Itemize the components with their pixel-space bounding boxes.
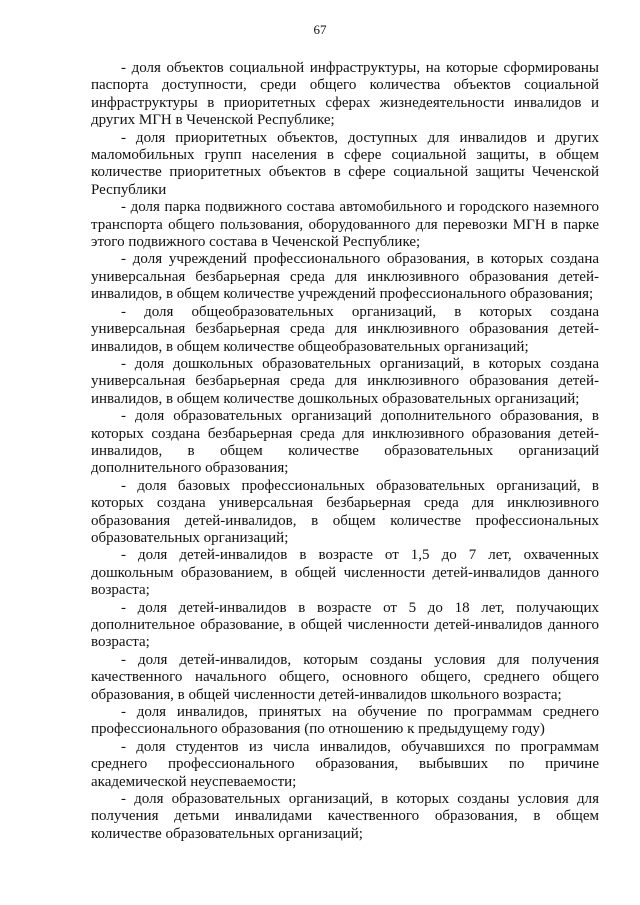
page-number: 67 xyxy=(313,22,327,37)
list-item: - доля детей-инвалидов, которым созданы условия для получения качественного начального общего, основного общего, среднего общего образования, в общей численности детей-инвалидов школьного возраста; xyxy=(91,651,599,703)
list-item: - доля детей-инвалидов в возрасте от 5 до 18 лет, получающих дополнительное образование, в общей численности детей-инвалидов данного возраста; xyxy=(91,599,599,651)
list-item: - доля инвалидов, принятых на обучение по программам среднего профессионального образования (по отношению к предыдущему году) xyxy=(91,704,599,738)
list-item: - доля дошкольных образовательных организаций, в которых создана универсальная безбарьерная среда для инклюзивного образования детей-инвалидов, в общем количестве дошкольных образовательных организаций; xyxy=(91,355,599,407)
list-item: - доля образовательных организаций дополнительного образования, в которых создана безбарьерная среда для инклюзивного образования детей-инвалидов, в общем количестве образовательных организаций дополнительного образования; xyxy=(91,408,599,477)
list-item: - доля базовых профессиональных образовательных организаций, в которых создана универсальная безбарьерная среда для инклюзивного образования детей-инвалидов, в общем количестве профессиональных образовательных организаций; xyxy=(91,477,599,546)
list-item: - доля образовательных организаций, в которых созданы условия для получения детьми инвалидами качественного образования, в общем количестве образовательных организаций; xyxy=(91,791,599,842)
list-item: - доля приоритетных объектов, доступных для инвалидов и других маломобильных групп населения в сфере социальной защиты, в общем количестве приоритетных объектов в сфере социальной защиты Чеченской Республики xyxy=(91,129,599,198)
list-item: - доля учреждений профессионального образования, в которых создана универсальная безбарьерная среда для инклюзивного образования детей-инвалидов, в общем количестве учреждений профессионального образования; xyxy=(91,251,599,303)
list-item: - доля общеобразовательных организаций, в которых создана универсальная безбарьерная среда для инклюзивного образования детей-инвалидов, в общем количестве общеобразовательных организаций; xyxy=(91,303,599,355)
list-item: - доля детей-инвалидов в возрасте от 1,5 до 7 лет, охваченных дошкольным образованием, в общей численности детей-инвалидов данного возраста; xyxy=(91,547,599,599)
list-item: - доля парка подвижного состава автомобильного и городского наземного транспорта общего пользования, оборудованного для перевозки МГН в парке этого подвижного состава в Чеченской Республике; xyxy=(91,199,599,251)
indicator-list xyxy=(91,60,599,843)
list-item: - доля объектов социальной инфраструктуры, на которые сформированы паспорта доступности, среди общего количества объектов социальной инфраструктуры в приоритетных сферах жизнедеятельности инвалидов и других МГН в Чеченской Республике; xyxy=(91,60,599,129)
list-item: - доля студентов из числа инвалидов, обучавшихся по программам среднего профессионального образования, выбывших по причине академической неуспеваемости; xyxy=(91,738,599,790)
